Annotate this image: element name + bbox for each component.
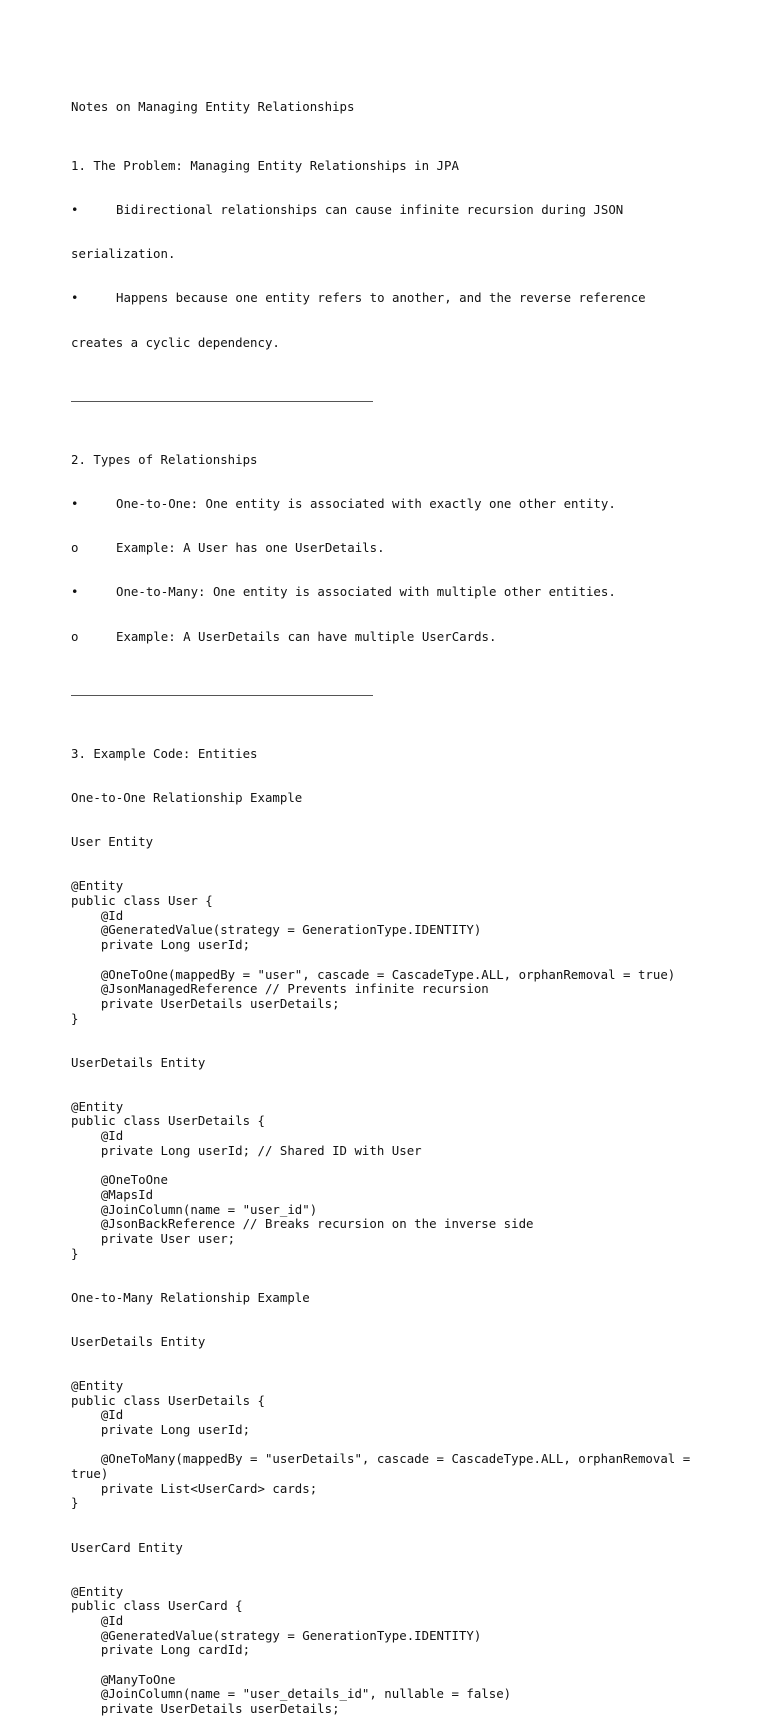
userdetails-entity-code-block-2 bbox=[71, 1379, 711, 1511]
code-line: private User user; bbox=[71, 1230, 236, 1246]
code-line: private UserDetails userDetails; bbox=[71, 995, 340, 1011]
code-line: } bbox=[71, 1245, 79, 1261]
section-1-bullet-1 bbox=[71, 203, 711, 218]
bullet-marker: • bbox=[71, 202, 79, 218]
userdetails-entity-title: UserDetails Entity bbox=[71, 1054, 206, 1070]
code-line: @Id bbox=[71, 907, 124, 923]
code-line: @Id bbox=[71, 1407, 124, 1423]
section-2-item-4 bbox=[71, 630, 711, 645]
user-entity-title: User Entity bbox=[71, 834, 154, 850]
horizontal-divider bbox=[71, 394, 711, 409]
section-2-item-2 bbox=[71, 541, 711, 556]
sub-bullet-marker: o bbox=[71, 540, 79, 556]
code-line: @Entity bbox=[71, 1583, 124, 1599]
bullet-text: Example: A UserDetails can have multiple UserCards. bbox=[116, 628, 497, 644]
code-line bbox=[71, 953, 711, 968]
code-line: @ManyToOne bbox=[71, 1671, 176, 1687]
bullet-text: Happens because one entity refers to another, and the reverse reference bbox=[116, 290, 646, 306]
one-to-one-example-title: One-to-One Relationship Example bbox=[71, 790, 303, 806]
code-line: public class User { bbox=[71, 893, 213, 909]
userdetails-entity-code-block bbox=[71, 1100, 711, 1262]
bullet-text: One-to-One: One entity is associated with exactly one other entity. bbox=[116, 496, 616, 512]
section-2-heading: 2. Types of Relationships bbox=[71, 452, 258, 468]
horizontal-divider bbox=[71, 688, 711, 703]
section-1-bullet-2 bbox=[71, 291, 711, 306]
bullet-marker: • bbox=[71, 290, 79, 306]
bullet-marker: • bbox=[71, 584, 79, 600]
code-line: private Long cardId; bbox=[71, 1642, 251, 1658]
code-line: @OneToOne bbox=[71, 1172, 168, 1188]
code-line: @GeneratedValue(strategy = GenerationType.IDENTITY) bbox=[71, 1627, 482, 1643]
code-line: public class UserDetails { bbox=[71, 1113, 265, 1129]
one-to-many-example-title: One-to-Many Relationship Example bbox=[71, 1289, 310, 1305]
code-line bbox=[71, 1159, 711, 1174]
section-1-bullet-2-continued: creates a cyclic dependency. bbox=[71, 334, 280, 350]
code-line: @Id bbox=[71, 1128, 124, 1144]
document-title: Notes on Managing Entity Relationships bbox=[71, 99, 355, 115]
section-2-item-3 bbox=[71, 585, 711, 600]
code-line: @Entity bbox=[71, 1098, 124, 1114]
bullet-text: Example: A User has one UserDetails. bbox=[116, 540, 385, 556]
code-line: @OneToMany(mappedBy = "userDetails", cascade = CascadeType.ALL, orphanRemoval = bbox=[71, 1451, 691, 1467]
code-line: private Long userId; // Shared ID with User bbox=[71, 1142, 422, 1158]
code-line: @Id bbox=[71, 1613, 124, 1629]
section-2-item-1 bbox=[71, 497, 711, 512]
code-line: public class UserCard { bbox=[71, 1598, 243, 1614]
code-line: @JoinColumn(name = "user_id") bbox=[71, 1201, 318, 1217]
code-line: @Entity bbox=[71, 878, 124, 894]
code-line: private Long userId; bbox=[71, 937, 251, 953]
code-line: @Entity bbox=[71, 1377, 124, 1393]
userdetails-entity-title-2: UserDetails Entity bbox=[71, 1333, 206, 1349]
bullet-text: One-to-Many: One entity is associated with multiple other entities. bbox=[116, 584, 616, 600]
code-line: } bbox=[71, 1495, 79, 1511]
user-entity-code-block bbox=[71, 879, 711, 1026]
code-line bbox=[71, 1658, 711, 1673]
code-line: @GeneratedValue(strategy = GenerationType.IDENTITY) bbox=[71, 922, 482, 938]
document-page bbox=[71, 71, 711, 1732]
bullet-marker: • bbox=[71, 496, 79, 512]
section-1-bullet-1-continued: serialization. bbox=[71, 246, 176, 262]
code-line: private Long userId; bbox=[71, 1422, 251, 1438]
code-line: @JoinColumn(name = "user_details_id", nullable = false) bbox=[71, 1686, 512, 1702]
code-line: private UserDetails userDetails; bbox=[71, 1701, 340, 1717]
code-line: public class UserDetails { bbox=[71, 1392, 265, 1408]
code-line: } bbox=[71, 1010, 79, 1026]
usercard-entity-code-block bbox=[71, 1585, 711, 1717]
bullet-text: Bidirectional relationships can cause infinite recursion during JSON bbox=[116, 202, 624, 218]
code-line: @OneToOne(mappedBy = "user", cascade = CascadeType.ALL, orphanRemoval = true) bbox=[71, 966, 676, 982]
usercard-entity-title: UserCard Entity bbox=[71, 1539, 183, 1555]
code-line: @MapsId bbox=[71, 1186, 154, 1202]
code-line: true) bbox=[71, 1466, 109, 1482]
code-line: @JsonManagedReference // Prevents infinite recursion bbox=[71, 981, 489, 997]
section-1-heading: 1. The Problem: Managing Entity Relationships in JPA bbox=[71, 158, 459, 174]
code-line: private List<UserCard> cards; bbox=[71, 1480, 318, 1496]
code-line: @JsonBackReference // Breaks recursion on the inverse side bbox=[71, 1216, 534, 1232]
sub-bullet-marker: o bbox=[71, 628, 79, 644]
code-line bbox=[71, 1438, 711, 1453]
section-3-heading: 3. Example Code: Entities bbox=[71, 746, 258, 762]
